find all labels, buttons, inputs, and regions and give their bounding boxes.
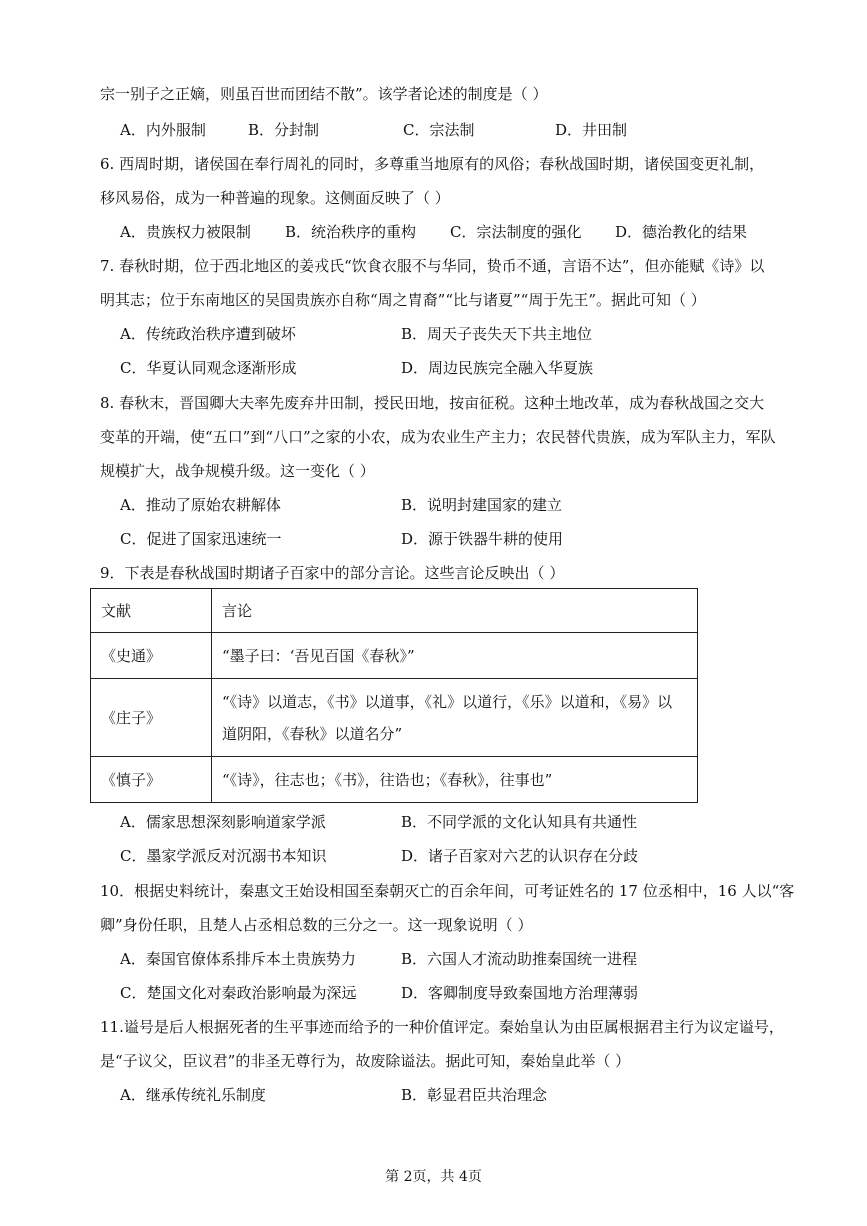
- q11-stem-line2: 是“子议父，臣议君”的非圣无尊行为，故废除谥法。据此可知，秦始皇此举（ ）: [100, 1052, 631, 1070]
- table-cell-quote-line2: 道阴阳，《春秋》以道名分”: [222, 724, 403, 743]
- q7-option-c: C．华夏认同观念逐渐形成: [120, 359, 297, 377]
- quotes-table: [90, 588, 698, 803]
- table-cell-quote-line1: “《诗》以道志，《书》以道事，《礼》以道行，《乐》以道和，《易》以: [222, 692, 673, 711]
- table-header-quote: 言论: [212, 589, 698, 633]
- q5-option-a: A．内外服制: [120, 121, 206, 139]
- q6-option-c: C．宗法制度的强化: [450, 223, 582, 241]
- q10-option-b: B．六国人才流动助推秦国统一进程: [401, 950, 638, 968]
- table-row: [91, 757, 698, 803]
- q5-option-d: D．井田制: [555, 121, 628, 139]
- q8-stem-line3: 规模扩大，战争规模升级。这一变化（ ）: [100, 462, 375, 480]
- q7-option-a: A．传统政治秩序遭到破坏: [120, 325, 296, 343]
- q9-option-c: C．墨家学派反对沉溺书本知识: [120, 847, 327, 865]
- q10-option-d: D．客卿制度导致秦国地方治理薄弱: [401, 984, 639, 1002]
- q6-stem-line2: 移风易俗，成为一种普遍的现象。这侧面反映了（ ）: [100, 189, 450, 207]
- q8-stem-line1: 8. 春秋末，晋国卿大夫率先废弃井田制，授民田地，按亩征税。这种土地改革，成为春秋战国之交大: [100, 394, 765, 412]
- q10-stem-line1: 10．根据史料统计，秦惠文王始设相国至秦朝灭亡的百余年间，可考证姓名的 17 位丞相中，16 人以“客: [100, 882, 795, 900]
- q7-option-b: B．周天子丧失天下共主地位: [401, 325, 593, 343]
- q7-stem-line2: 明其志；位于东南地区的吴国贵族亦自称“周之胄裔”“比与诸夏”“周于先王”。据此可知（ ）: [100, 291, 706, 309]
- q11-stem-line1: 11.谥号是后人根据死者的生平事迹而给予的一种价值评定。秦始皇认为由臣属根据君主行为议定谥号，: [100, 1018, 784, 1036]
- q10-option-a: A．秦国官僚体系排斥本土贵族势力: [120, 950, 356, 968]
- q6-stem-line1: 6. 西周时期，诸侯国在奉行周礼的同时，多尊重当地原有的风俗；春秋战国时期，诸侯国变更礼制，: [100, 155, 765, 173]
- q8-option-d: D．源于铁器牛耕的使用: [401, 530, 564, 548]
- q8-option-c: C．促进了国家迅速统一: [120, 530, 282, 548]
- table-cell-source: 《慎子》: [91, 757, 212, 803]
- q9-option-a: A．儒家思想深刻影响道家学派: [120, 813, 326, 831]
- q6-option-a: A．贵族权力被限制: [120, 223, 251, 241]
- q6-option-d: D．德治教化的结果: [615, 223, 748, 241]
- q10-stem-line2: 卿”身份任职，且楚人占丞相总数的三分之一。这一现象说明（ ）: [100, 916, 533, 934]
- q11-option-a: A．继承传统礼乐制度: [120, 1086, 266, 1104]
- table-cell-quote: “墨子曰：‘吾见百国《春秋》”: [212, 633, 698, 679]
- table-header-source: 文献: [91, 589, 212, 633]
- q5-option-c: C．宗法制: [403, 121, 475, 139]
- table-cell-source: 《史通》: [91, 633, 212, 679]
- q7-option-d: D．周边民族完全融入华夏族: [401, 359, 594, 377]
- q6-option-b: B．统治秩序的重构: [285, 223, 417, 241]
- table-row: [91, 679, 698, 757]
- q9-option-b: B．不同学派的文化认知具有共通性: [401, 813, 638, 831]
- q10-option-c: C．楚国文化对秦政治影响最为深远: [120, 984, 357, 1002]
- q8-option-b: B．说明封建国家的建立: [401, 496, 563, 514]
- table-cell-source: 《庄子》: [91, 679, 212, 757]
- q8-option-a: A．推动了原始农耕解体: [120, 496, 281, 514]
- q7-stem-line1: 7. 春秋时期，位于西北地区的姜戎氏“饮食衣服不与华同，贽币不通，言语不达”，但亦能赋《诗》以: [100, 257, 765, 275]
- q11-option-b: B．彰显君臣共治理念: [401, 1086, 548, 1104]
- q5-continuation: 宗一别子之正嫡，则虽百世而团结不散”。该学者论述的制度是（ ）: [100, 85, 548, 103]
- q9-stem: 9．下表是春秋战国时期诸子百家中的部分言论。这些言论反映出（ ）: [100, 564, 565, 582]
- table-cell-quote: “《诗》，往志也；《书》，往诰也；《春秋》，往事也”: [212, 757, 698, 803]
- q5-option-b: B．分封制: [248, 121, 320, 139]
- page-number: 第 2页，共 4页: [385, 1169, 482, 1185]
- table-cell-quote: [212, 679, 698, 757]
- q9-option-d: D．诸子百家对六艺的认识存在分歧: [401, 847, 639, 865]
- table-row: [91, 633, 698, 679]
- table-header-row: [91, 589, 698, 633]
- q8-stem-line2: 变革的开端，使“五口”到“八口”之家的小农，成为农业生产主力；农民替代贵族，成为军队主力，军队: [100, 428, 776, 446]
